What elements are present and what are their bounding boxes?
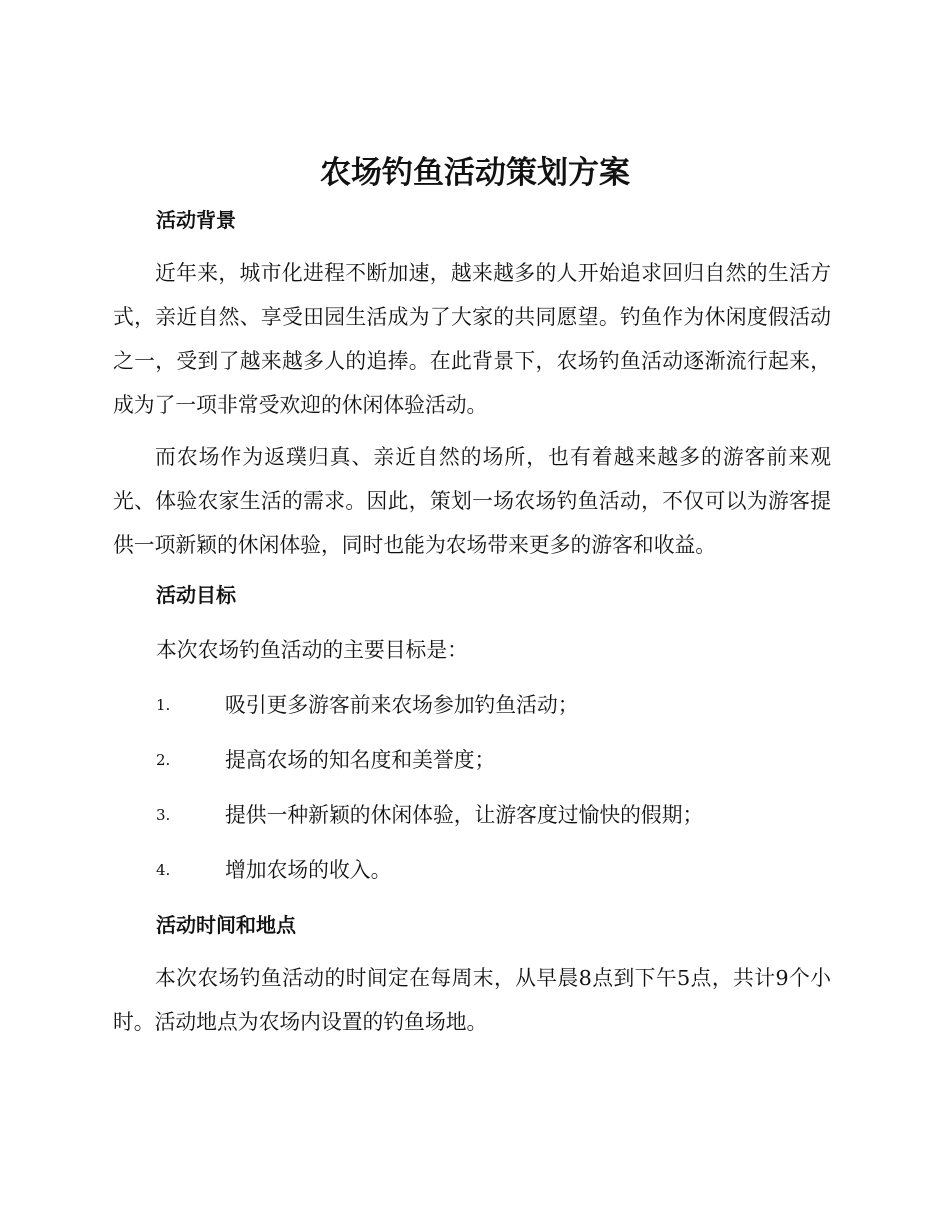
list-text: 提供一种新颖的休闲体验，让游客度过愉快的假期； xyxy=(225,803,704,827)
list-text: 吸引更多游客前来农场参加钓鱼活动； xyxy=(225,693,579,717)
background-paragraph-2: 而农场作为返璞归真、亲近自然的场所，也有着越来越多的游客前来观光、体验农家生活的需求。因此，策划一场农场钓鱼活动，不仅可以为游客提供一项新颖的休闲体验，同时也能为农场带来更多的游客和收益。 xyxy=(113,445,831,557)
section-heading-time-place: 活动时间和地点 xyxy=(156,913,296,937)
list-text: 增加农场的收入。 xyxy=(225,858,392,882)
list-number: 4. xyxy=(156,861,171,879)
background-paragraph-1: 近年来，城市化进程不断加速，越来越多的人开始追求回归自然的生活方式，亲近自然、享受田园生活成为了大家的共同愿望。钓鱼作为休闲度假活动之一，受到了越来越多人的追捧。在此背景下，农场钓鱼活动逐渐流行起来，成为了一项非常受欢迎的休闲体验活动。 xyxy=(113,261,831,417)
document-title: 农场钓鱼活动策划方案 xyxy=(320,155,630,191)
list-number: 1. xyxy=(156,696,171,714)
list-number: 2. xyxy=(156,751,171,769)
goal-list-item xyxy=(156,690,836,720)
goal-list-item xyxy=(156,745,836,775)
section-heading-goals: 活动目标 xyxy=(156,583,236,607)
list-text: 提高农场的知名度和美誉度； xyxy=(225,748,496,772)
section-heading-background: 活动背景 xyxy=(156,208,236,232)
time-place-paragraph: 本次农场钓鱼活动的时间定在每周末，从早晨8点到下午5点，共计9个小时。活动地点为农场内设置的钓鱼场地。 xyxy=(113,966,831,1034)
list-number: 3. xyxy=(156,806,171,824)
goal-list-item xyxy=(156,800,836,830)
goals-intro: 本次农场钓鱼活动的主要目标是： xyxy=(156,638,468,662)
goal-list-item xyxy=(156,855,836,885)
